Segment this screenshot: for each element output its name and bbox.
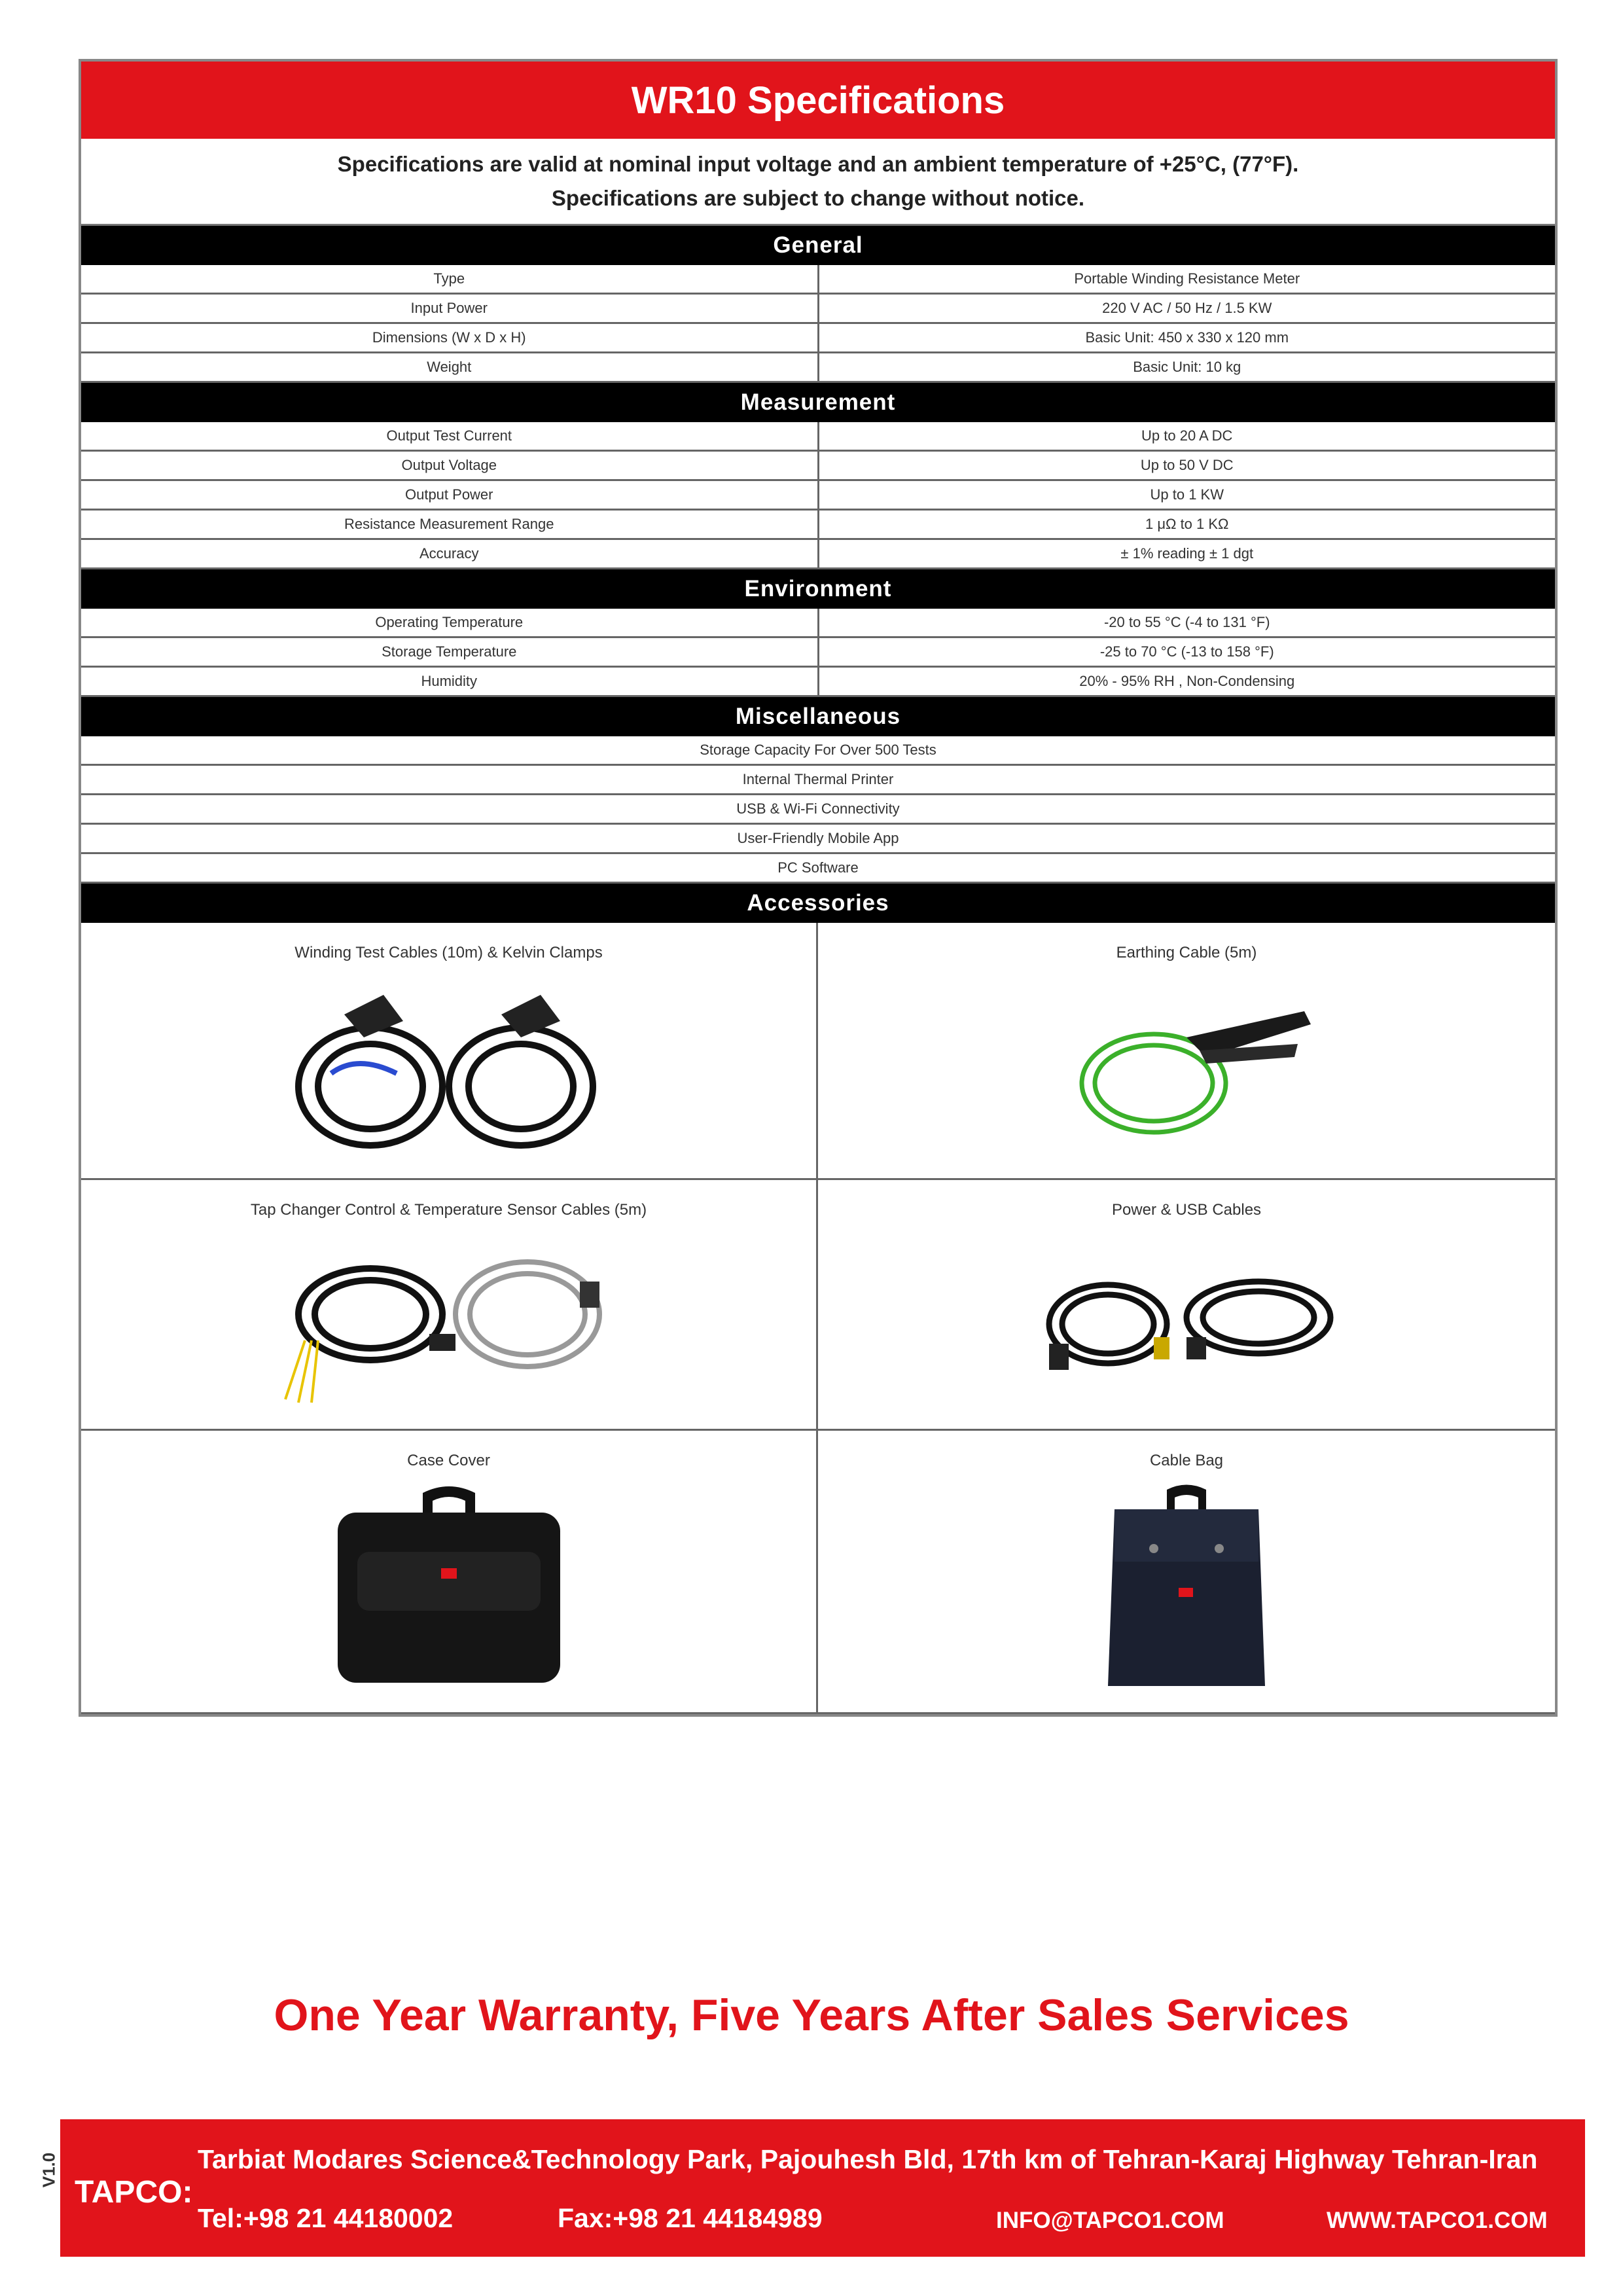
accessory-cell	[81, 1431, 818, 1714]
misc-value: Storage Capacity For Over 500 Tests	[700, 742, 936, 758]
misc-row	[81, 766, 1555, 795]
accessories-grid	[81, 923, 1555, 1714]
accessory-caption: Cable Bag	[1149, 1452, 1224, 1469]
spec-row	[81, 324, 1555, 353]
spec-row	[81, 609, 1555, 638]
spec-value: -25 to 70 °C (-13 to 158 °F)	[1099, 643, 1274, 660]
spec-value: 20% - 95% RH , Non-Condensing	[1079, 673, 1295, 689]
spec-key: Resistance Measurement Range	[81, 511, 819, 538]
misc-value: Internal Thermal Printer	[742, 771, 894, 787]
spec-value: -20 to 55 °C (-4 to 131 °F)	[1103, 614, 1270, 630]
footer-brand: TAPCO:	[75, 2175, 193, 2210]
spec-row	[81, 295, 1555, 324]
misc-value: PC Software	[777, 859, 859, 876]
version-mark: V1.0	[39, 2152, 59, 2188]
section-measurement-heading: Measurement	[81, 383, 1555, 422]
footer-website-link[interactable]: WWW.TAPCO1.COM	[1327, 2208, 1548, 2233]
footer-tel: Tel:+98 21 44180002	[198, 2203, 454, 2233]
page-title: WR10 Specifications	[81, 62, 1555, 139]
misc-row	[81, 825, 1555, 854]
spec-key: Output Test Current	[81, 422, 819, 450]
accessory-caption: Power & USB Cables	[1111, 1201, 1262, 1219]
footer-address: Tarbiat Modares Science&Technology Park, Pajouhesh Bld, 17th km of Tehran-Karaj Highway Tehran-Iran	[198, 2144, 1538, 2174]
case-cover-image	[81, 1470, 816, 1712]
power-usb-cables-image	[818, 1219, 1555, 1429]
intro-text	[81, 139, 1555, 226]
spec-value: Up to 1 KW	[1150, 486, 1224, 503]
spec-key: Type	[81, 265, 819, 293]
spec-sheet	[79, 59, 1558, 1717]
tap-changer-cables-image	[81, 1219, 816, 1429]
spec-row	[81, 511, 1555, 540]
spec-key: Input Power	[81, 295, 819, 322]
footer-fax: Fax:+98 21 44184989	[558, 2203, 823, 2233]
section-environment-heading: Environment	[81, 569, 1555, 609]
spec-row	[81, 353, 1555, 383]
misc-row	[81, 854, 1555, 884]
misc-value: USB & Wi-Fi Connectivity	[736, 800, 900, 817]
spec-row	[81, 638, 1555, 668]
accessory-cell	[818, 923, 1555, 1180]
test-cables-image	[81, 962, 816, 1178]
spec-key: Operating Temperature	[81, 609, 819, 636]
spec-row	[81, 265, 1555, 295]
earthing-cable-image	[818, 962, 1555, 1178]
footer-email-link[interactable]: INFO@TAPCO1.COM	[996, 2208, 1224, 2233]
spec-value: 220 V AC / 50 Hz / 1.5 KW	[1102, 300, 1272, 316]
intro-line-2: Specifications are subject to change without notice.	[551, 186, 1085, 210]
spec-row	[81, 668, 1555, 697]
accessory-cell	[818, 1431, 1555, 1714]
cable-bag-image	[818, 1470, 1555, 1712]
spec-value: Up to 50 V DC	[1140, 457, 1234, 473]
spec-key: Output Voltage	[81, 452, 819, 479]
spec-row	[81, 481, 1555, 511]
misc-row	[81, 795, 1555, 825]
spec-key: Humidity	[81, 668, 819, 695]
intro-line-1: Specifications are valid at nominal input voltage and an ambient temperature of +25°C, (77°F).	[337, 152, 1299, 176]
spec-value: Portable Winding Resistance Meter	[1074, 270, 1300, 287]
spec-key: Dimensions (W x D x H)	[81, 324, 819, 351]
footer-bar	[60, 2119, 1585, 2257]
spec-value: Basic Unit: 10 kg	[1133, 359, 1241, 375]
accessory-cell	[81, 1180, 818, 1431]
section-accessories-heading: Accessories	[81, 884, 1555, 923]
spec-row	[81, 540, 1555, 569]
spec-row	[81, 452, 1555, 481]
spec-key: Output Power	[81, 481, 819, 509]
spec-key: Storage Temperature	[81, 638, 819, 666]
misc-value: User-Friendly Mobile App	[737, 830, 899, 846]
section-misc-heading: Miscellaneous	[81, 697, 1555, 736]
spec-value: Basic Unit: 450 x 330 x 120 mm	[1085, 329, 1289, 346]
accessory-cell	[81, 923, 818, 1180]
section-general-heading: General	[81, 226, 1555, 265]
accessory-caption: Tap Changer Control & Temperature Sensor Cables (5m)	[250, 1201, 647, 1219]
accessory-caption: Earthing Cable (5m)	[1116, 944, 1257, 961]
spec-value: ± 1% reading ± 1 dgt	[1120, 545, 1254, 562]
misc-row	[81, 736, 1555, 766]
spec-value: Up to 20 A DC	[1141, 427, 1233, 444]
spec-value: 1 μΩ to 1 KΩ	[1145, 516, 1229, 532]
warranty-banner: One Year Warranty, Five Years After Sales Services	[274, 1990, 1349, 2040]
accessory-caption: Winding Test Cables (10m) & Kelvin Clamps	[294, 944, 603, 961]
spec-key: Accuracy	[81, 540, 819, 567]
spec-key: Weight	[81, 353, 819, 381]
accessory-cell	[818, 1180, 1555, 1431]
accessory-caption: Case Cover	[407, 1452, 490, 1469]
spec-row	[81, 422, 1555, 452]
